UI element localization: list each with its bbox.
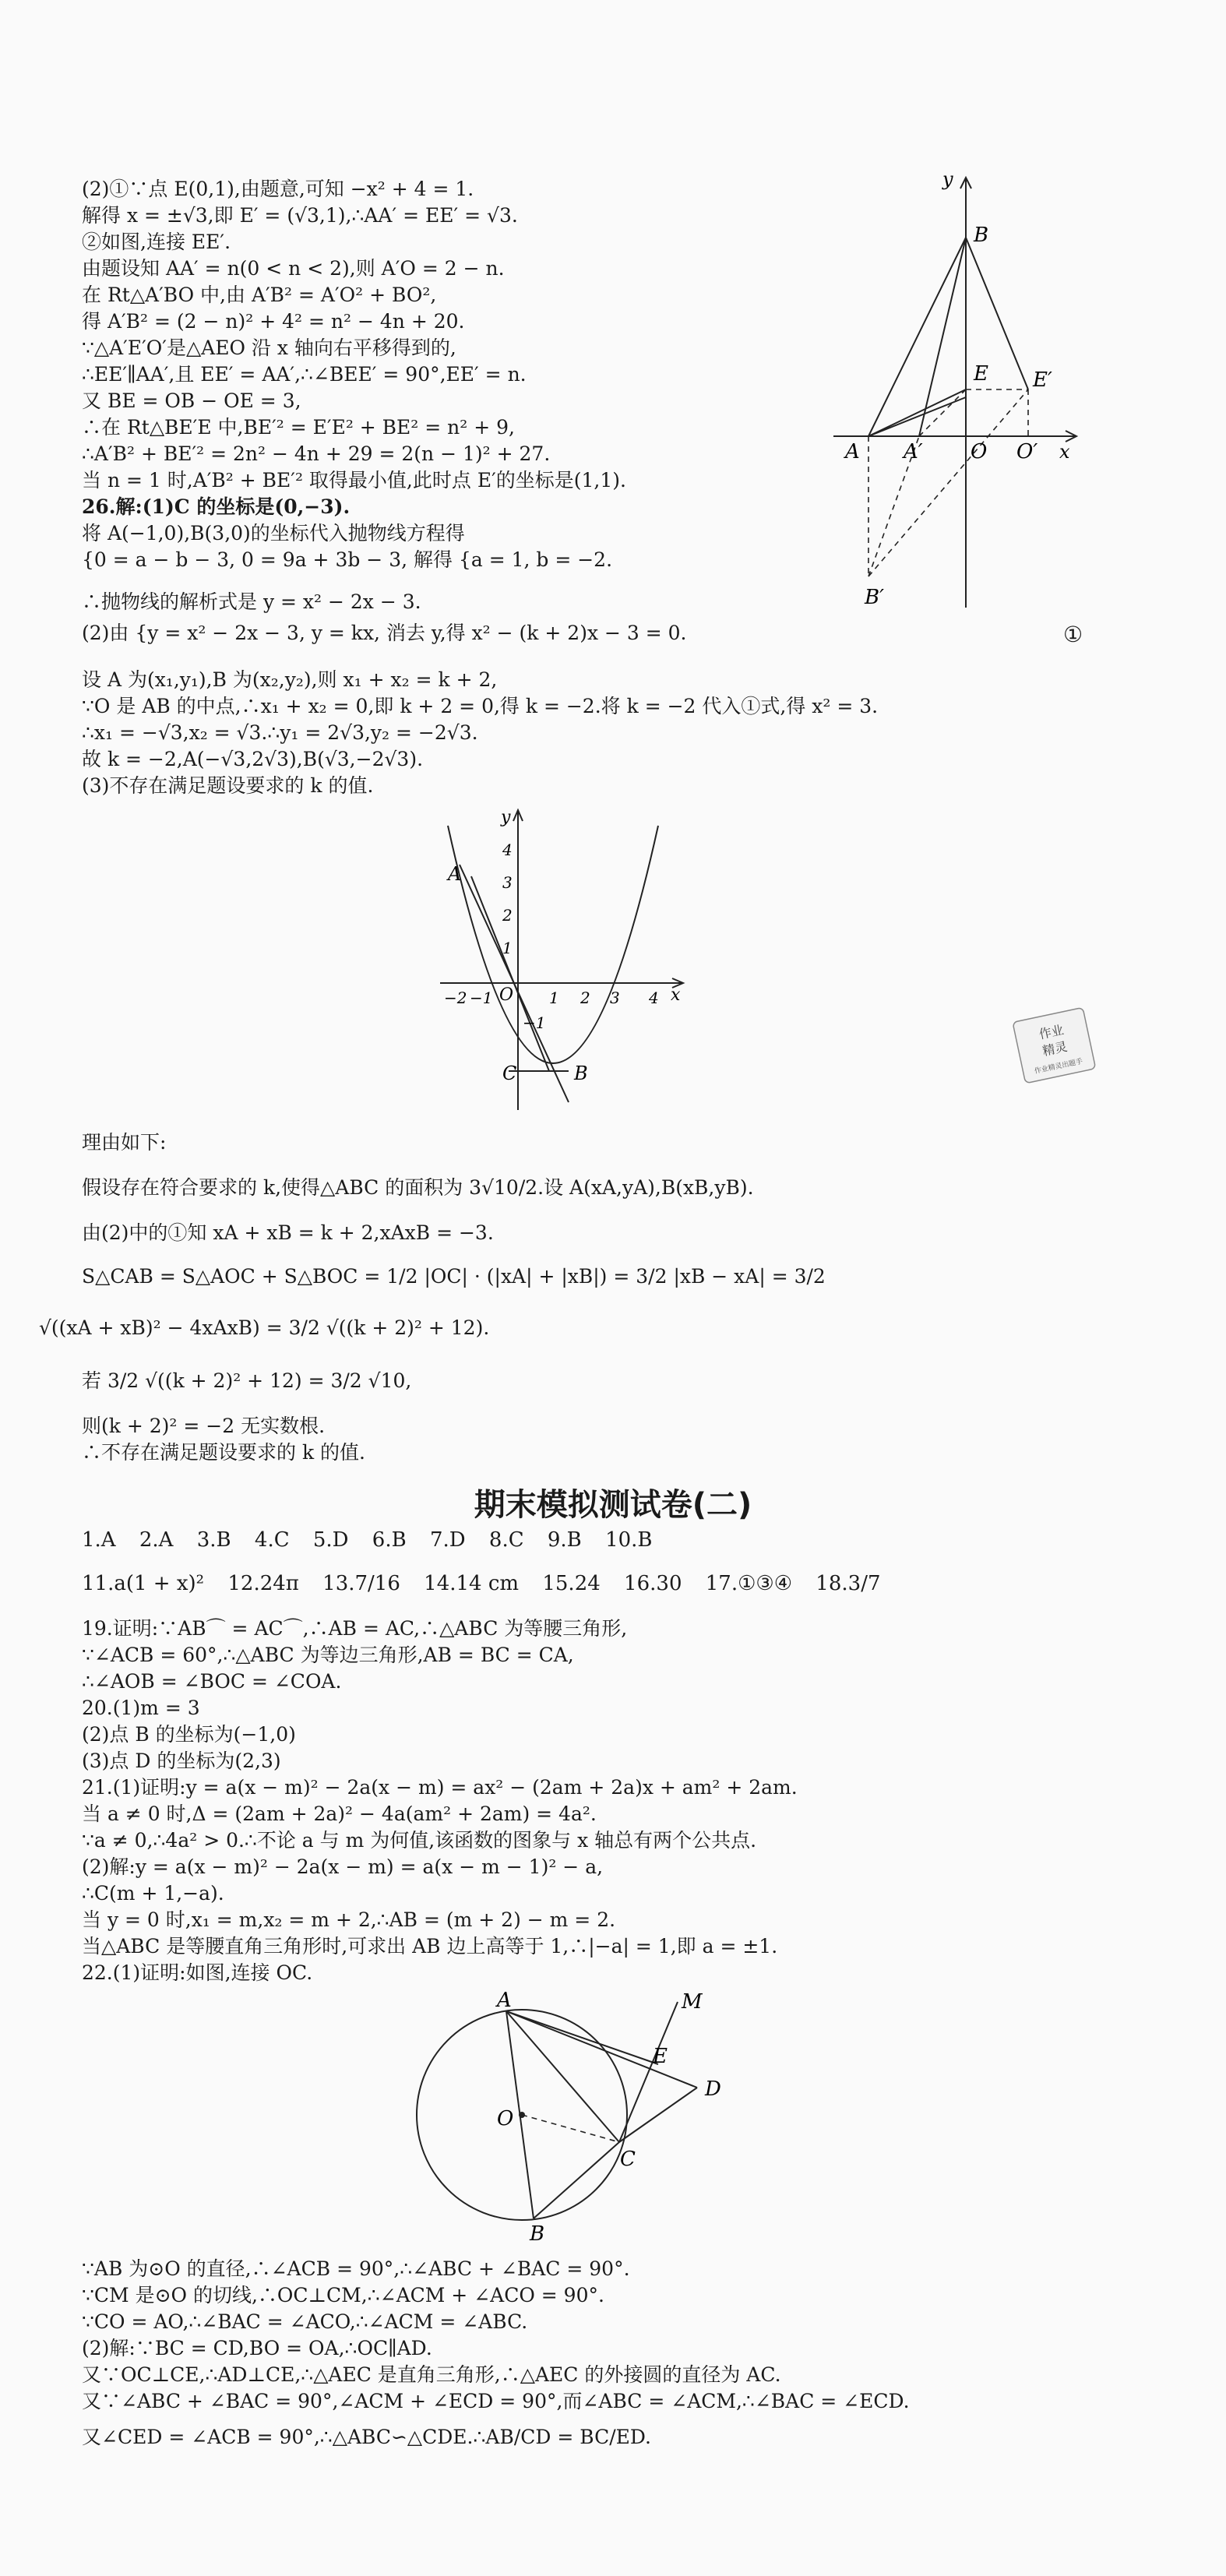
answer: 14.14 cm bbox=[424, 1572, 520, 1595]
label-B: B bbox=[530, 2222, 545, 2243]
text-line: ∴抛物线的解析式是 y = x² − 2x − 3. bbox=[82, 590, 421, 613]
text-line: ∵∠ACB = 60°,∴△ABC 为等边三角形,AB = BC = CA, bbox=[82, 1644, 574, 1666]
text-line: 理由如下: bbox=[82, 1131, 167, 1154]
figure-circle-tangent bbox=[405, 1986, 748, 2243]
text-line: ∵O 是 AB 的中点,∴x₁ + x₂ = 0,即 k + 2 = 0,得 k = −2.将 k = −2 代入①式,得 x² = 3. bbox=[82, 695, 879, 717]
text-line: (2)①∵点 E(0,1),由题意,可知 −x² + 4 = 1. bbox=[82, 178, 474, 200]
text-line: ∴x₁ = −√3,x₂ = √3.∴y₁ = 2√3,y₂ = −2√3. bbox=[82, 721, 478, 744]
text-line: 22.(1)证明:如图,连接 OC. bbox=[82, 1961, 313, 1984]
stamp-line: 作业精灵出题手 bbox=[1034, 1058, 1084, 1076]
answer: 3.B bbox=[196, 1528, 231, 1552]
label-B: B bbox=[574, 1062, 588, 1084]
text-line: ∴不存在满足题设要求的 k 的值. bbox=[82, 1441, 365, 1464]
text-line: 故 k = −2,A(−√3,2√3),B(√3,−2√3). bbox=[82, 748, 424, 770]
text-line: 解得 x = ±√3,即 E′ = (√3,1),∴AA′ = EE′ = √3. bbox=[82, 204, 518, 227]
text-line: ②如图,连接 EE′. bbox=[82, 231, 231, 253]
stamp-line: 作业 bbox=[1038, 1022, 1066, 1042]
label-E: E bbox=[653, 2045, 668, 2068]
label-A: A bbox=[448, 863, 462, 885]
text-line: ∵AB 为⊙O 的直径,∴∠ACB = 90°,∴∠ABC + ∠BAC = 90°. bbox=[82, 2257, 630, 2280]
answer: 13.7/16 bbox=[322, 1572, 400, 1595]
text-line: ∴∠AOB = ∠BOC = ∠COA. bbox=[82, 1670, 342, 1693]
segment-AB bbox=[868, 238, 966, 436]
text-line: 由题设知 AA′ = n(0 < n < 2),则 A′O = 2 − n. bbox=[82, 257, 505, 280]
problem-26-heading: 26.解:(1)C 的坐标是(0,−3). bbox=[82, 495, 351, 518]
answers-row-1 bbox=[82, 1528, 670, 1552]
tick-x: −2 bbox=[444, 988, 467, 1007]
label-C: C bbox=[620, 2148, 636, 2171]
label-B: B bbox=[974, 224, 989, 247]
label-E2: E′ bbox=[1033, 368, 1052, 392]
tick-x: −1 bbox=[470, 988, 493, 1007]
answer: 12.24π bbox=[227, 1572, 299, 1595]
figure-translation bbox=[826, 164, 1106, 623]
text-line: 当 a ≠ 0 时,Δ = (2am + 2a)² − 4a(am² + 2am) = 4a². bbox=[82, 1802, 597, 1825]
text-line: 在 Rt△A′BO 中,由 A′B² = A′O² + BO², bbox=[82, 284, 437, 306]
answer: 2.A bbox=[139, 1528, 174, 1552]
text-line: 若 3/2 √((k + 2)² + 12) = 3/2 √10, bbox=[82, 1369, 412, 1392]
answer: 6.B bbox=[372, 1528, 407, 1552]
text-line: √((xA + xB)² − 4xAxB) = 3/2 √((k + 2)² + 12). bbox=[39, 1316, 490, 1339]
text-line: ∴在 Rt△BE′E 中,BE′² = E′E² + BE² = n² + 9, bbox=[82, 416, 515, 439]
figure-parabola bbox=[425, 802, 689, 1114]
tick-y: 3 bbox=[502, 873, 513, 892]
answer: 17.①③④ bbox=[705, 1572, 793, 1595]
section-title: 期末模拟测试卷(二) bbox=[474, 1487, 752, 1523]
text-line: (3)点 D 的坐标为(2,3) bbox=[82, 1750, 281, 1772]
answer: 11.a(1 + x)² bbox=[82, 1572, 205, 1595]
text-line: 当△ABC 是等腰直角三角形时,可求出 AB 边上高等于 1,∴|−a| = 1,即 a = ±1. bbox=[82, 1935, 778, 1958]
text-line: ∵△A′E′O′是△AEO 沿 x 轴向右平移得到的, bbox=[82, 337, 456, 359]
answer: 4.C bbox=[254, 1528, 290, 1552]
answer: 7.D bbox=[429, 1528, 466, 1552]
text-line: (3)不存在满足题设要求的 k 的值. bbox=[82, 774, 374, 797]
label-B2: B′ bbox=[865, 586, 885, 609]
tick-x: 1 bbox=[549, 988, 559, 1007]
label-A: A bbox=[845, 440, 860, 463]
tick-y: 2 bbox=[502, 906, 513, 925]
answer: 10.B bbox=[605, 1528, 653, 1552]
label-D: D bbox=[705, 2077, 721, 2101]
text-line: 19.证明:∵AB⌒ = AC⌒,∴AB = AC,∴△ABC 为等腰三角形, bbox=[82, 1617, 628, 1640]
label-A2: A′ bbox=[904, 440, 923, 463]
text-line: 21.(1)证明:y = a(x − m)² − 2a(x − m) = ax² − (2am + 2a)x + am² + 2am. bbox=[82, 1776, 798, 1799]
text-line: 20.(1)m = 3 bbox=[82, 1697, 200, 1719]
text-line: (2)解:∵BC = CD,BO = OA,∴OC∥AD. bbox=[82, 2337, 432, 2359]
text-line: (2)解:y = a(x − m)² − 2a(x − m) = a(x − m − 1)² − a, bbox=[82, 1855, 604, 1878]
text-line: (2)由 {y = x² − 2x − 3, y = kx, 消去 y,得 x² − (k + 2)x − 3 = 0. bbox=[82, 622, 687, 644]
label-O: O bbox=[499, 985, 514, 1005]
text-line: ∵CO = AO,∴∠BAC = ∠ACO,∴∠ACM = ∠ABC. bbox=[82, 2310, 528, 2333]
label-x: x bbox=[1059, 441, 1070, 463]
stamp-line: 精灵 bbox=[1041, 1038, 1069, 1059]
label-O2: O′ bbox=[1016, 440, 1038, 463]
text-line: 则(k + 2)² = −2 无实数根. bbox=[82, 1415, 326, 1437]
label-y: y bbox=[942, 168, 953, 190]
tick-x: 4 bbox=[649, 988, 659, 1007]
label-M: M bbox=[682, 1990, 703, 2014]
text-line: ∵CM 是⊙O 的切线,∴OC⊥CM,∴∠ACM + ∠ACO = 90°. bbox=[82, 2284, 604, 2306]
answer: 5.D bbox=[312, 1528, 349, 1552]
text-line: 设 A 为(x₁,y₁),B 为(x₂,y₂),则 x₁ + x₂ = k + 2, bbox=[82, 668, 498, 691]
segment-AA2E bbox=[868, 397, 966, 436]
tick-x: 2 bbox=[580, 988, 590, 1007]
homework-stamp bbox=[1011, 1005, 1098, 1091]
text-line: 当 n = 1 时,A′B² + BE′² 取得最小值,此时点 E′的坐标是(1,1). bbox=[82, 469, 626, 492]
tick-x: 3 bbox=[610, 988, 620, 1007]
label-E: E bbox=[974, 362, 988, 386]
text-line: 又∵OC⊥CE,∴AD⊥CE,∴△AEC 是直角三角形,∴△AEC 的外接圆的直径为 AC. bbox=[82, 2363, 781, 2386]
parabola-curve bbox=[448, 826, 658, 1063]
segment-B2E2 bbox=[868, 389, 1028, 576]
label-x: x bbox=[671, 985, 681, 1005]
answer: 8.C bbox=[488, 1528, 524, 1552]
text-line: ∴A′B² + BE′² = 2n² − 4n + 29 = 2(n − 1)² + 27. bbox=[82, 442, 551, 465]
answer: 1.A bbox=[82, 1528, 116, 1552]
text-line: 假设存在符合要求的 k,使得△ABC 的面积为 3√10/2.设 A(xA,yA),B(xB,yB). bbox=[82, 1176, 754, 1199]
text-line: 当 y = 0 时,x₁ = m,x₂ = m + 2,∴AB = (m + 2) − m = 2. bbox=[82, 1908, 616, 1931]
radius-OC bbox=[522, 2115, 619, 2142]
segment-BC bbox=[534, 2142, 619, 2218]
text-line: 将 A(−1,0),B(3,0)的坐标代入抛物线方程得 bbox=[82, 522, 465, 544]
text-line: S△CAB = S△AOC + S△BOC = 1/2 |OC| · (|xA| + |xB|) = 3/2 |xB − xA| = 3/2 bbox=[82, 1265, 826, 1288]
answer: 16.30 bbox=[624, 1572, 682, 1595]
center-point bbox=[519, 2112, 525, 2118]
answer: 18.3/7 bbox=[816, 1572, 881, 1595]
text-line: {0 = a − b − 3, 0 = 9a + 3b − 3, 解得 {a = 1, b = −2. bbox=[82, 548, 613, 571]
text-line: 由(2)中的①知 xA + xB = k + 2,xAxB = −3. bbox=[82, 1221, 494, 1244]
text-line: 又∵∠ABC + ∠BAC = 90°,∠ACM + ∠ECD = 90°,而∠ABC = ∠ACM,∴∠BAC = ∠ECD. bbox=[82, 2390, 910, 2412]
text-line: 得 A′B² = (2 − n)² + 4² = n² − 4n + 20. bbox=[82, 310, 465, 333]
answer: 15.24 bbox=[542, 1572, 601, 1595]
answer: 9.B bbox=[547, 1528, 582, 1552]
segment-AE bbox=[868, 389, 966, 436]
circled-number: ① bbox=[1063, 622, 1083, 647]
text-line: ∴C(m + 1,−a). bbox=[82, 1882, 224, 1905]
label-O: O bbox=[971, 440, 988, 463]
answers-row-2 bbox=[82, 1572, 898, 1595]
label-C: C bbox=[502, 1062, 517, 1084]
text-line: 又∠CED = ∠ACB = 90°,∴△ABC∽△CDE.∴AB/CD = BC/ED. bbox=[82, 2426, 652, 2448]
label-O: O bbox=[497, 2107, 514, 2130]
text-line: ∵a ≠ 0,∴4a² > 0.∴不论 a 与 m 为何值,该函数的图象与 x 轴总有两个公共点. bbox=[82, 1829, 757, 1852]
tick-y: −1 bbox=[523, 1013, 546, 1032]
label-y: y bbox=[501, 808, 511, 827]
label-A: A bbox=[497, 1989, 512, 2012]
text-line: (2)点 B 的坐标为(−1,0) bbox=[82, 1723, 296, 1746]
tick-y: 1 bbox=[502, 939, 513, 957]
text-line: 又 BE = OB − OE = 3, bbox=[82, 389, 301, 412]
tick-y: 4 bbox=[502, 840, 513, 859]
text-line: ∴EE′∥AA′,且 EE′ = AA′,∴∠BEE′ = 90°,EE′ = n. bbox=[82, 363, 527, 386]
